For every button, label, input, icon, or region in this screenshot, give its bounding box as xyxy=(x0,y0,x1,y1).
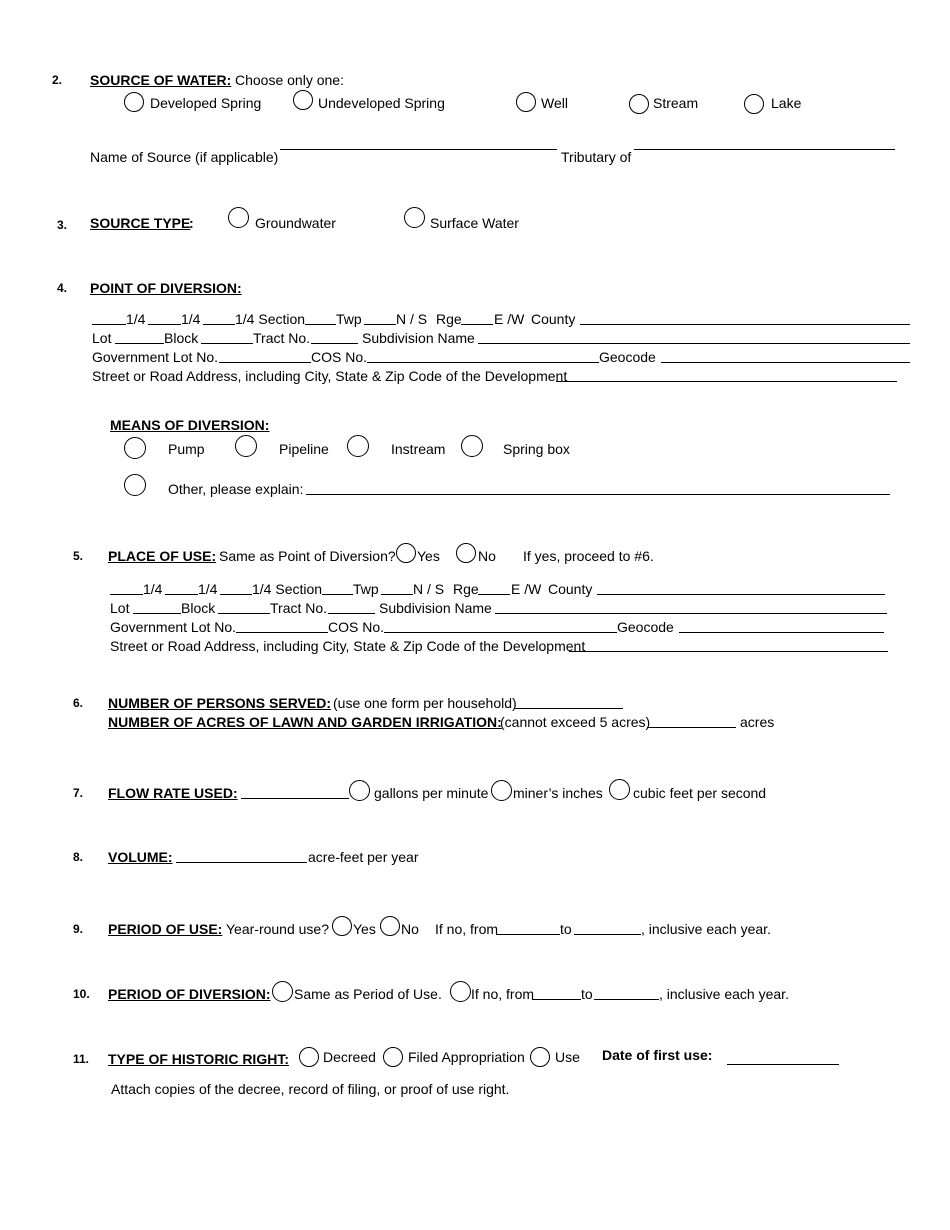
pod-rge-field[interactable] xyxy=(461,324,493,325)
date-of-first-use-label: Date of first use: xyxy=(602,1047,713,1063)
filed-appropriation-label: Filed Appropriation xyxy=(408,1049,525,1065)
pou-subdivision-field[interactable] xyxy=(495,613,887,614)
historic-right-heading: TYPE OF HISTORIC RIGHT: xyxy=(108,1051,289,1067)
pou-quarter1-field[interactable] xyxy=(110,594,143,595)
filed-appropriation-radio[interactable] xyxy=(383,1047,403,1067)
place-of-use-yes-label: Yes xyxy=(417,548,440,564)
pod-quarter1-label: 1/4 xyxy=(126,311,146,327)
use-inclusive-label: , inclusive each year. xyxy=(641,921,771,937)
gallons-per-minute-label: gallons per minute xyxy=(374,785,489,801)
pod-tract-field[interactable] xyxy=(311,343,358,344)
pod-gov-lot-label: Government Lot No. xyxy=(92,349,219,365)
pou-twp-label: Twp xyxy=(353,581,379,597)
source-of-water-heading: SOURCE OF WATER: xyxy=(90,72,232,88)
means-of-diversion-heading: MEANS OF DIVERSION: xyxy=(110,417,270,433)
pou-section-field[interactable] xyxy=(220,594,252,595)
use-right-radio[interactable] xyxy=(530,1047,550,1067)
pou-ew-label: E /W xyxy=(511,581,542,597)
volume-heading: VOLUME: xyxy=(108,849,173,865)
year-round-yes-radio[interactable] xyxy=(332,916,352,936)
pou-geocode-label: Geocode xyxy=(617,619,674,635)
pod-section-field[interactable] xyxy=(203,324,235,325)
surface-water-radio[interactable] xyxy=(404,207,425,228)
pou-ns-label: N / S xyxy=(413,581,445,597)
other-means-field[interactable] xyxy=(306,494,890,495)
pod-subdivision-label: Subdivision Name xyxy=(362,330,475,346)
tributary-field[interactable] xyxy=(634,149,895,150)
diversion-if-no-radio[interactable] xyxy=(450,981,471,1002)
cubic-feet-per-second-label: cubic feet per second xyxy=(633,785,767,801)
pod-twp-label: Twp xyxy=(336,311,362,327)
groundwater-radio[interactable] xyxy=(228,207,249,228)
pod-quarter2-label: 1/4 xyxy=(181,311,201,327)
lake-label: Lake xyxy=(771,95,802,111)
well-label: Well xyxy=(541,95,568,111)
pou-rge-field[interactable] xyxy=(478,594,510,595)
pou-quarter1-label: 1/4 xyxy=(143,581,163,597)
pou-block-label: Block xyxy=(181,600,216,616)
section-number: 5. xyxy=(73,549,84,563)
pod-gov-lot-field[interactable] xyxy=(219,362,311,363)
year-round-yes-label: Yes xyxy=(353,921,376,937)
other-means-radio[interactable] xyxy=(124,474,146,496)
period-of-diversion-heading: PERIOD OF DIVERSION: xyxy=(108,986,271,1002)
period-of-use-heading: PERIOD OF USE: xyxy=(108,921,223,937)
pou-tract-field[interactable] xyxy=(328,613,375,614)
acres-irrigation-heading: NUMBER OF ACRES OF LAWN AND GARDEN IRRIGATION: xyxy=(108,714,502,730)
same-as-period-of-use-label: Same as Period of Use. xyxy=(294,986,442,1002)
pou-county-label: County xyxy=(548,581,593,597)
pou-geocode-field[interactable] xyxy=(679,632,884,633)
decreed-label: Decreed xyxy=(323,1049,376,1065)
pou-county-field[interactable] xyxy=(597,594,885,595)
pod-county-field[interactable] xyxy=(580,324,910,325)
pou-subdivision-label: Subdivision Name xyxy=(379,600,492,616)
acres-unit: acres xyxy=(740,714,775,730)
pou-twp-field[interactable] xyxy=(322,594,353,595)
pipeline-radio[interactable] xyxy=(235,435,257,457)
pod-rge-label: Rge xyxy=(436,311,462,327)
pod-street-field[interactable] xyxy=(556,381,897,382)
stream-label: Stream xyxy=(653,95,699,111)
pod-quarter1-field[interactable] xyxy=(92,324,126,325)
diversion-inclusive-label: , inclusive each year. xyxy=(659,986,789,1002)
other-means-label: Other, please explain: xyxy=(168,481,304,497)
persons-served-field[interactable] xyxy=(514,708,623,709)
pou-quarter2-field[interactable] xyxy=(165,594,198,595)
place-of-use-no-radio[interactable] xyxy=(456,543,476,563)
instream-label: Instream xyxy=(391,441,446,457)
section-number: 10. xyxy=(73,987,90,1001)
same-as-period-of-use-radio[interactable] xyxy=(272,981,293,1002)
pod-cos-label: COS No. xyxy=(311,349,368,365)
undeveloped-spring-label: Undeveloped Spring xyxy=(318,95,445,111)
pou-street-label: Street or Road Address, including City, State & Zip Code of the Development xyxy=(110,638,586,654)
year-round-no-label: No xyxy=(401,921,419,937)
miners-inches-label: miner’s inches xyxy=(513,785,603,801)
pod-geocode-field[interactable] xyxy=(661,362,910,363)
same-as-pod-question: Same as Point of Diversion? xyxy=(219,548,396,564)
use-to-field[interactable] xyxy=(574,934,641,935)
pod-block-label: Block xyxy=(164,330,199,346)
pod-geocode-label: Geocode xyxy=(599,349,656,365)
pou-street-field[interactable] xyxy=(569,651,888,652)
pod-ns-field[interactable] xyxy=(364,324,396,325)
name-of-source-field[interactable] xyxy=(280,149,557,150)
pump-label: Pump xyxy=(168,441,205,457)
miners-inches-radio[interactable] xyxy=(491,780,512,801)
pod-ns-label: N / S xyxy=(396,311,428,327)
date-of-first-use-field[interactable] xyxy=(727,1064,839,1065)
diversion-to-field[interactable] xyxy=(594,999,659,1000)
pou-cos-label: COS No. xyxy=(328,619,385,635)
pipeline-label: Pipeline xyxy=(279,441,329,457)
pod-tract-label: Tract No. xyxy=(253,330,311,346)
acres-irrigation-note: (cannot exceed 5 acres) xyxy=(500,714,651,730)
use-to-label: to xyxy=(560,921,572,937)
flow-rate-heading: FLOW RATE USED: xyxy=(108,785,238,801)
pou-block-field[interactable] xyxy=(218,613,270,614)
diversion-from-label: If no, from xyxy=(471,986,535,1002)
use-from-field[interactable] xyxy=(496,934,560,935)
section-number: 11. xyxy=(73,1052,90,1066)
pod-twp-field[interactable] xyxy=(305,324,336,325)
persons-served-heading: NUMBER OF PERSONS SERVED: xyxy=(108,695,331,711)
section-number: 3. xyxy=(57,218,68,232)
use-right-label: Use xyxy=(555,1049,580,1065)
instream-radio[interactable] xyxy=(347,435,369,457)
cubic-feet-per-second-radio[interactable] xyxy=(609,779,630,800)
spring-box-radio[interactable] xyxy=(461,435,483,457)
persons-served-note: (use one form per household) xyxy=(333,695,517,711)
developed-spring-radio[interactable] xyxy=(124,92,144,112)
lake-radio[interactable] xyxy=(744,94,764,114)
use-from-label: If no, from xyxy=(435,921,499,937)
well-radio[interactable] xyxy=(516,92,536,112)
year-round-question: Year-round use? xyxy=(226,921,330,937)
pou-tract-label: Tract No. xyxy=(270,600,328,616)
diversion-from-field[interactable] xyxy=(532,999,581,1000)
pou-gov-lot-label: Government Lot No. xyxy=(110,619,237,635)
gallons-per-minute-radio[interactable] xyxy=(349,780,370,801)
section-number: 9. xyxy=(73,922,84,936)
diversion-to-label: to xyxy=(581,986,593,1002)
pump-radio[interactable] xyxy=(124,437,146,459)
developed-spring-label: Developed Spring xyxy=(150,95,262,111)
flow-rate-field[interactable] xyxy=(241,798,349,799)
source-type-colon: : xyxy=(189,215,194,231)
pou-section-label: 1/4 Section xyxy=(252,581,323,597)
attach-copies-note: Attach copies of the decree, record of filing, or proof of use right. xyxy=(111,1081,510,1097)
pou-cos-field[interactable] xyxy=(384,632,617,633)
pod-lot-field[interactable] xyxy=(115,343,164,344)
name-of-source-label: Name of Source (if applicable) xyxy=(90,149,279,165)
pod-county-label: County xyxy=(531,311,576,327)
source-type-heading: SOURCE TYPE xyxy=(90,215,191,231)
undeveloped-spring-radio[interactable] xyxy=(293,90,313,110)
pou-rge-label: Rge xyxy=(453,581,479,597)
volume-unit: acre-feet per year xyxy=(308,849,419,865)
section-number: 8. xyxy=(73,850,84,864)
pod-subdivision-field[interactable] xyxy=(478,343,910,344)
section-number: 2. xyxy=(52,73,63,87)
place-of-use-no-label: No xyxy=(478,548,496,564)
section-number: 7. xyxy=(73,786,84,800)
spring-box-label: Spring box xyxy=(503,441,570,457)
pod-street-label: Street or Road Address, including City, State & Zip Code of the Development xyxy=(92,368,568,384)
surface-water-label: Surface Water xyxy=(430,215,519,231)
place-of-use-heading: PLACE OF USE: xyxy=(108,548,217,564)
pod-section-label: 1/4 Section xyxy=(235,311,306,327)
section-number: 4. xyxy=(57,281,68,295)
pod-ew-label: E /W xyxy=(494,311,525,327)
groundwater-label: Groundwater xyxy=(255,215,336,231)
pou-gov-lot-field[interactable] xyxy=(236,632,328,633)
proceed-note: If yes, proceed to #6. xyxy=(523,548,654,564)
year-round-no-radio[interactable] xyxy=(380,916,400,936)
acres-irrigation-field[interactable] xyxy=(647,727,736,728)
stream-radio[interactable] xyxy=(629,94,649,114)
decreed-radio[interactable] xyxy=(299,1047,319,1067)
choose-one-instruction: Choose only one: xyxy=(235,72,344,88)
point-of-diversion-heading: POINT OF DIVERSION: xyxy=(90,280,242,296)
pou-quarter2-label: 1/4 xyxy=(198,581,218,597)
pod-block-field[interactable] xyxy=(201,343,253,344)
pod-lot-label: Lot xyxy=(92,330,112,346)
pod-quarter2-field[interactable] xyxy=(148,324,181,325)
tributary-label: Tributary of xyxy=(561,149,632,165)
section-number: 6. xyxy=(73,696,84,710)
place-of-use-yes-radio[interactable] xyxy=(396,543,416,563)
pou-lot-label: Lot xyxy=(110,600,130,616)
volume-field[interactable] xyxy=(176,862,307,863)
pou-ns-field[interactable] xyxy=(381,594,413,595)
pod-cos-field[interactable] xyxy=(367,362,599,363)
pou-lot-field[interactable] xyxy=(133,613,181,614)
